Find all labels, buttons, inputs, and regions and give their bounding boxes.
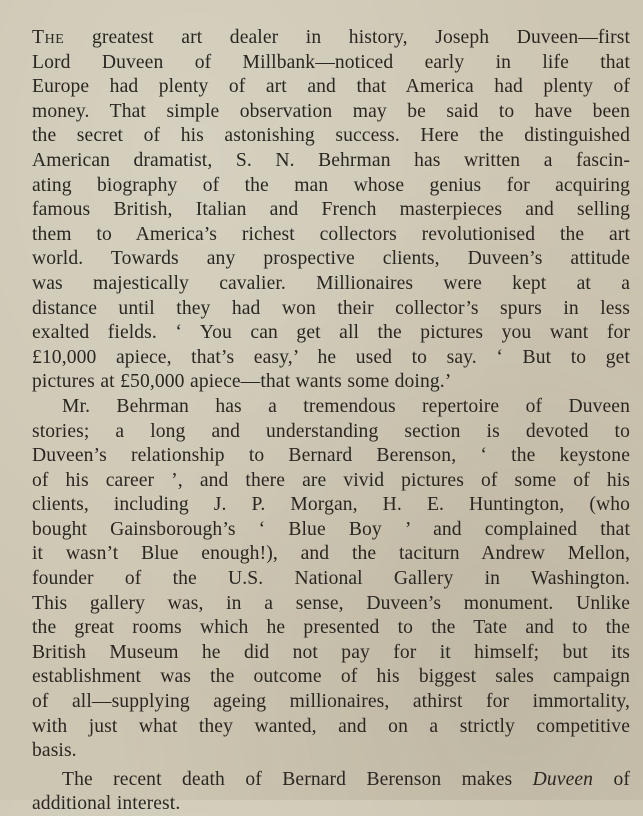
- text-line: it wasn’t Blue enough!), and the taciturn Andrew Mellon,: [32, 543, 630, 565]
- text-line: with just what they wanted, and on a strictly competitive: [32, 715, 630, 737]
- text-line: basis.: [32, 740, 77, 762]
- text-line: was majestically cavalier. Millionaires were kept at a: [32, 272, 630, 294]
- text-line: The recent death of Bernard Berenson makes Duveen of: [62, 768, 630, 790]
- text-line: clients, including J. P. Morgan, H. E. Huntington, (who: [32, 494, 630, 516]
- text-line: Mr. Behrman has a tremendous repertoire of Duveen: [62, 395, 630, 417]
- text-line: bought Gainsborough’s ‘ Blue Boy ’ and complained that: [32, 518, 630, 540]
- text-line: exalted fields. ‘ You can get all the pictures you want for: [32, 322, 630, 344]
- text-line: world. Towards any prospective clients, Duveen’s attitude: [32, 248, 630, 270]
- text-line: establishment was the outcome of his biggest sales campaign: [32, 666, 630, 688]
- text-line: The greatest art dealer in history, Joseph Duveen—first: [32, 27, 630, 48]
- text-line: the secret of his astonishing success. Here the distinguished: [32, 125, 630, 147]
- paragraph-3: [32, 768, 630, 816]
- text-line: pictures at £50,000 apiece—that wants some doing.’: [32, 371, 452, 393]
- text-line: £10,000 apiece, that’s easy,’ he used to say. ‘ But to get: [32, 346, 630, 368]
- text-line: money. That simple observation may be said to have been: [32, 100, 630, 122]
- text-line: American dramatist, S. N. Behrman has written a fascin-: [32, 149, 630, 171]
- text-line: distance until they had won their collector’s spurs in less: [32, 297, 630, 319]
- text-line: of his career ’, and there are vivid pictures of some of his: [32, 469, 630, 491]
- book-title: Duveen: [532, 768, 594, 790]
- text-line: additional interest.: [32, 792, 181, 814]
- text-line: Duveen’s relationship to Bernard Berenson, ‘ the keystone: [32, 445, 630, 467]
- lead-word: The: [32, 27, 65, 48]
- text-line: Europe had plenty of art and that America had plenty of: [32, 76, 630, 98]
- text-line: the great rooms which he presented to the Tate and to the: [32, 617, 630, 639]
- paragraph-1: [32, 26, 630, 395]
- book-jacket-text: [32, 26, 630, 816]
- text-line: This gallery was, in a sense, Duveen’s monument. Unlike: [32, 592, 630, 614]
- text-line: of all—supplying ageing millionaires, athirst for immortality,: [32, 691, 630, 713]
- text-line: them to America’s richest collectors revolutionised the art: [32, 223, 630, 245]
- paragraph-2: [32, 395, 630, 764]
- text-line: famous British, Italian and French masterpieces and selling: [32, 199, 630, 221]
- text-line: ating biography of the man whose genius for acquiring: [32, 174, 630, 196]
- text-line: stories; a long and understanding section is devoted to: [32, 420, 630, 442]
- text-line: founder of the U.S. National Gallery in Washington.: [32, 568, 630, 590]
- text-line: Lord Duveen of Millbank—noticed early in life that: [32, 51, 630, 73]
- text-line: British Museum he did not pay for it himself; but its: [32, 641, 630, 663]
